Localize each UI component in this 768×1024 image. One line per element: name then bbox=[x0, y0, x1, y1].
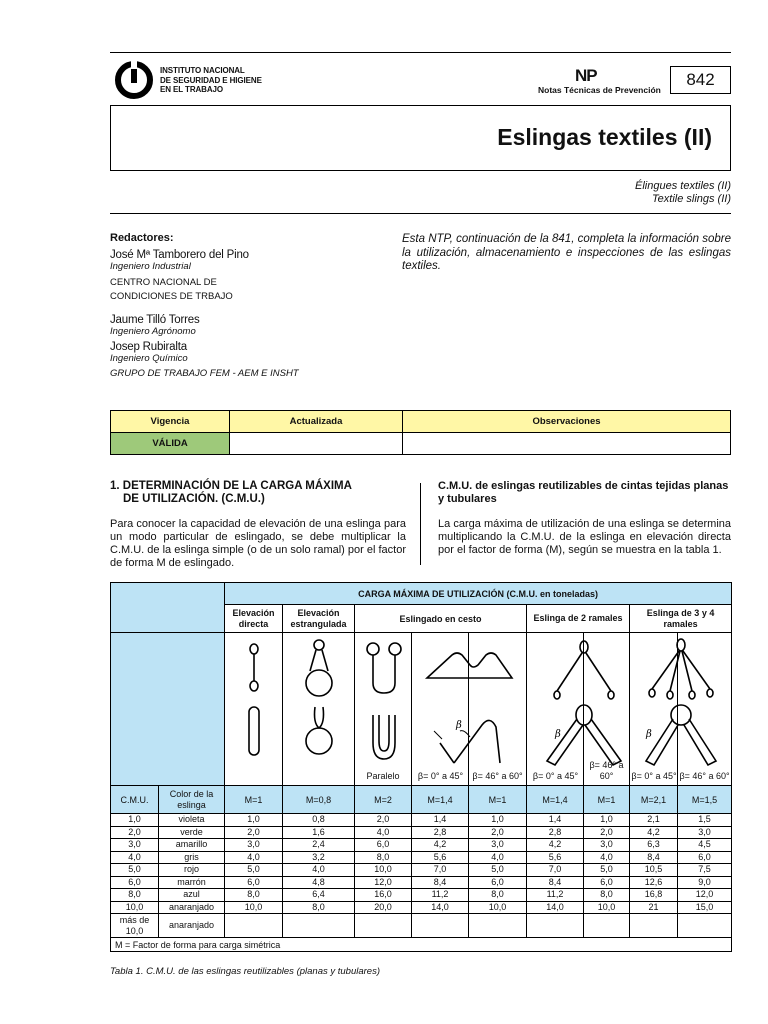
table-cell: 10,0 bbox=[225, 901, 283, 914]
table-cell: 2,1 bbox=[630, 814, 678, 827]
table-cell bbox=[469, 914, 527, 938]
author-name: Jaume Tilló Torres bbox=[110, 314, 200, 326]
table-cell: 9,0 bbox=[678, 876, 732, 889]
table-cell: 4,0 bbox=[469, 851, 527, 864]
table-cell: 8,0 bbox=[469, 889, 527, 902]
table-cell: 20,0 bbox=[355, 901, 412, 914]
table-cell: 3,0 bbox=[678, 826, 732, 839]
table-cell: 1,0 bbox=[225, 814, 283, 827]
table-row bbox=[111, 889, 732, 902]
abstract: Esta NTP, continuación de la 841, completa la información sobre la utilización, almacenamiento e inspecciones de las eslingas textiles. bbox=[402, 233, 732, 272]
institute-line: INSTITUTO NACIONAL bbox=[160, 66, 245, 75]
table-cell: 11,2 bbox=[412, 889, 469, 902]
table-caption: Tabla 1. C.M.U. de las eslingas reutilizables (planas y tubulares) bbox=[110, 966, 381, 977]
table-cell: 8,0 bbox=[584, 889, 630, 902]
table-cell: 6,0 bbox=[225, 876, 283, 889]
table-cell: 10,0 bbox=[584, 901, 630, 914]
status-value bbox=[403, 433, 731, 455]
table-row bbox=[111, 851, 732, 864]
table-cell: 2,8 bbox=[412, 826, 469, 839]
table-cell: 6,0 bbox=[584, 876, 630, 889]
ntp-logo: NP bbox=[575, 66, 597, 85]
org-line: CENTRO NACIONAL DE bbox=[110, 277, 217, 288]
status-header: Actualizada bbox=[230, 411, 403, 433]
group-header: Eslinga de 2 ramales bbox=[527, 605, 630, 633]
svg-text:β: β bbox=[555, 729, 561, 740]
table-cell: 4,8 bbox=[283, 876, 355, 889]
col-header: M=2,1 bbox=[630, 786, 678, 814]
pic-label: β= 46° a 60° bbox=[589, 760, 624, 781]
pic-label: β= 0° a 45° bbox=[631, 771, 677, 781]
table-cell: 1,0 bbox=[111, 814, 159, 827]
table-cell: 2,0 bbox=[225, 826, 283, 839]
status-table bbox=[110, 410, 731, 455]
col-header: M=1 bbox=[584, 786, 630, 814]
table-cell: verde bbox=[159, 826, 225, 839]
institute-line: DE SEGURIDAD E HIGIENE bbox=[160, 75, 262, 85]
table-cell: 10,0 bbox=[111, 901, 159, 914]
table-cell: 4,2 bbox=[527, 839, 584, 852]
pic-label: β= 0° a 45° bbox=[417, 771, 464, 781]
table-cell: 6,0 bbox=[469, 876, 527, 889]
table-footnote: M = Factor de forma para carga simétrica bbox=[111, 938, 732, 952]
table-cell: 5,0 bbox=[469, 864, 527, 877]
group-header: Eslingado en cesto bbox=[355, 605, 527, 633]
table-cell: 8,0 bbox=[283, 901, 355, 914]
author-name: José Mª Tamborero del Pino bbox=[110, 249, 249, 261]
org-line: CONDICIONES DE TRBAJO bbox=[110, 291, 233, 302]
pic-label: β= 46° a 60° bbox=[472, 771, 523, 781]
table-cell: 10,5 bbox=[630, 864, 678, 877]
table-cell bbox=[527, 914, 584, 938]
group-header: Elevación estrangulada bbox=[283, 605, 355, 633]
table-cell: 10,0 bbox=[355, 864, 412, 877]
sling-illustration bbox=[527, 633, 584, 786]
table-cell: azul bbox=[159, 889, 225, 902]
table-cell: 1,0 bbox=[469, 814, 527, 827]
col-header: M=1,5 bbox=[678, 786, 732, 814]
section-2-text: La carga máxima de utilización de una eslinga se determina multiplicando la C.M.U. de la eslinga en elevación directa por el factor de forma (M), según se muestra en la tabla 1. bbox=[438, 518, 731, 556]
table-cell: 0,8 bbox=[283, 814, 355, 827]
table-cell: 16,8 bbox=[630, 889, 678, 902]
direct-sling-icon bbox=[225, 633, 283, 786]
table-cell bbox=[283, 914, 355, 938]
table-cell: 2,8 bbox=[527, 826, 584, 839]
status-header: Observaciones bbox=[403, 411, 731, 433]
table-cell: 3,0 bbox=[225, 839, 283, 852]
table-cell: 1,0 bbox=[584, 814, 630, 827]
col-header: C.M.U. bbox=[111, 786, 159, 814]
table-cell: violeta bbox=[159, 814, 225, 827]
table-cell: 6,4 bbox=[283, 889, 355, 902]
table-cell: 12,0 bbox=[678, 889, 732, 902]
sling-illustration-cell bbox=[584, 633, 630, 786]
table-title: CARGA MÁXIMA DE UTILIZACIÓN (C.M.U. en toneladas) bbox=[225, 583, 732, 605]
table-cell: 2,0 bbox=[584, 826, 630, 839]
table-cell: 11,2 bbox=[527, 889, 584, 902]
table-cell: 3,0 bbox=[111, 839, 159, 852]
basket-parallel-icon bbox=[355, 633, 412, 786]
author-group: GRUPO DE TRABAJO FEM - AEM E INSHT bbox=[110, 368, 299, 379]
table-row bbox=[111, 814, 732, 827]
table-cell: 1,4 bbox=[527, 814, 584, 827]
table-cell: 3,2 bbox=[283, 851, 355, 864]
table-cell: marrón bbox=[159, 876, 225, 889]
table-cell: gris bbox=[159, 851, 225, 864]
pic-row-corner bbox=[111, 633, 225, 786]
table-cell: 4,0 bbox=[111, 851, 159, 864]
page-title: Eslingas textiles (II) bbox=[497, 124, 712, 150]
section-1-title bbox=[110, 480, 400, 506]
column-divider bbox=[420, 483, 421, 565]
table-row bbox=[111, 826, 732, 839]
table-cell: 8,0 bbox=[225, 889, 283, 902]
col-header: M=1,4 bbox=[412, 786, 469, 814]
ntp-number: 842 bbox=[670, 66, 731, 94]
alt-titles bbox=[635, 180, 731, 206]
institute-line: EN EL TRABAJO bbox=[160, 85, 224, 94]
sling-illustration-cell bbox=[469, 633, 527, 786]
table-cell: 2,4 bbox=[283, 839, 355, 852]
table-cell: 15,0 bbox=[678, 901, 732, 914]
sling-illustration bbox=[283, 633, 355, 786]
alt-title-fr: Élingues textiles (II) bbox=[635, 180, 731, 192]
svg-text:β: β bbox=[646, 729, 652, 740]
table-cell: amarillo bbox=[159, 839, 225, 852]
table-row bbox=[111, 839, 732, 852]
section-rule bbox=[110, 213, 731, 214]
col-header: M=2 bbox=[355, 786, 412, 814]
insht-logo-icon bbox=[114, 60, 154, 100]
status-value: VÁLIDA bbox=[111, 433, 230, 455]
cmu-table bbox=[110, 582, 732, 952]
table-cell: rojo bbox=[159, 864, 225, 877]
sling-illustration bbox=[630, 633, 678, 786]
status-header: Vigencia bbox=[111, 411, 230, 433]
sling-illustration bbox=[412, 633, 469, 786]
svg-text:β: β bbox=[456, 720, 462, 731]
status-value bbox=[230, 433, 403, 455]
col-header: M=1 bbox=[469, 786, 527, 814]
table-cell bbox=[225, 914, 283, 938]
table-cell: 12,0 bbox=[355, 876, 412, 889]
table-cell: 8,0 bbox=[355, 851, 412, 864]
table-cell: anaranjado bbox=[159, 914, 225, 938]
table-cell: 1,4 bbox=[412, 814, 469, 827]
table-cell: 6,0 bbox=[355, 839, 412, 852]
table-row bbox=[111, 876, 732, 889]
col-header: Color de la eslinga bbox=[159, 786, 225, 814]
sling-illustration-cell bbox=[678, 633, 732, 786]
table-cell bbox=[584, 914, 630, 938]
table-cell: 5,0 bbox=[111, 864, 159, 877]
sling-illustration bbox=[355, 633, 412, 786]
sling-illustration bbox=[225, 633, 283, 786]
table-cell: 4,0 bbox=[584, 851, 630, 864]
pic-label: β= 46° a 60° bbox=[679, 771, 730, 781]
table-cell: 2,0 bbox=[355, 814, 412, 827]
table-cell: 4,0 bbox=[283, 864, 355, 877]
table-cell: 8,4 bbox=[412, 876, 469, 889]
author-name: Josep Rubiralta bbox=[110, 341, 187, 353]
table-cell: 4,2 bbox=[412, 839, 469, 852]
table-cell bbox=[678, 914, 732, 938]
table-cell bbox=[355, 914, 412, 938]
table-cell bbox=[630, 914, 678, 938]
table-row bbox=[111, 901, 732, 914]
table-cell: 14,0 bbox=[412, 901, 469, 914]
authors-heading: Redactores: bbox=[110, 232, 174, 244]
table-cell: 4,0 bbox=[225, 851, 283, 864]
cmu-table-body bbox=[111, 814, 732, 938]
authors-block bbox=[110, 232, 380, 379]
table-cell: 6,0 bbox=[111, 876, 159, 889]
table-cell: 5,6 bbox=[412, 851, 469, 864]
table-corner bbox=[111, 583, 225, 633]
author-role: Ingeniero Químico bbox=[110, 353, 188, 364]
table-cell: 4,5 bbox=[678, 839, 732, 852]
table-cell: 5,0 bbox=[584, 864, 630, 877]
alt-title-en: Textile slings (II) bbox=[651, 193, 731, 205]
group-header: Elevación directa bbox=[225, 605, 283, 633]
table-cell: más de 10,0 bbox=[111, 914, 159, 938]
table-cell: 14,0 bbox=[527, 901, 584, 914]
author-role: Ingeniero Agrónomo bbox=[110, 326, 196, 337]
table-cell: 4,0 bbox=[355, 826, 412, 839]
table-cell: 5,6 bbox=[527, 851, 584, 864]
table-cell: 21 bbox=[630, 901, 678, 914]
table-cell: 3,0 bbox=[584, 839, 630, 852]
col-header: M=1 bbox=[225, 786, 283, 814]
table-cell: 6,0 bbox=[678, 851, 732, 864]
table-cell: 2,0 bbox=[111, 826, 159, 839]
top-rule bbox=[110, 52, 731, 53]
pic-label: Paralelo bbox=[366, 771, 400, 781]
table-cell: 16,0 bbox=[355, 889, 412, 902]
ntp-subtitle: Notas Técnicas de Prevención bbox=[538, 85, 661, 95]
table-cell: 10,0 bbox=[469, 901, 527, 914]
section-1-text: Para conocer la capacidad de elevación de una eslinga para un modo particular de eslingado, se debe multiplicar la C.M.U. de la eslinga simple (o de un solo ramal) por el factor de forma M de eslingado. bbox=[110, 518, 406, 569]
table-cell: 2,0 bbox=[469, 826, 527, 839]
group-header: Eslinga de 3 y 4 ramales bbox=[630, 605, 732, 633]
table-row bbox=[111, 864, 732, 877]
table-cell: 1,5 bbox=[678, 814, 732, 827]
section-2-title: C.M.U. de eslingas reutilizables de cintas tejidas planas y tubulares bbox=[438, 480, 729, 505]
section-title-line: 1. DETERMINACIÓN DE LA CARGA MÁXIMA bbox=[110, 480, 352, 492]
table-cell: 6,3 bbox=[630, 839, 678, 852]
author-org bbox=[110, 276, 380, 304]
table-row bbox=[111, 914, 732, 938]
choked-sling-icon bbox=[283, 633, 355, 786]
institute-name bbox=[160, 66, 262, 95]
section-title-line: DE UTILIZACIÓN. (C.M.U.) bbox=[123, 493, 265, 505]
table-cell: 7,5 bbox=[678, 864, 732, 877]
table-cell: 4,2 bbox=[630, 826, 678, 839]
table-cell: 8,4 bbox=[630, 851, 678, 864]
title-box bbox=[110, 105, 731, 171]
table-cell: 3,0 bbox=[469, 839, 527, 852]
col-header: M=1,4 bbox=[527, 786, 584, 814]
table-cell: 8,4 bbox=[527, 876, 584, 889]
table-cell: 5,0 bbox=[225, 864, 283, 877]
author-role: Ingeniero Industrial bbox=[110, 261, 191, 272]
table-cell: 7,0 bbox=[412, 864, 469, 877]
table-cell: 8,0 bbox=[111, 889, 159, 902]
pic-label: β= 0° a 45° bbox=[532, 771, 579, 781]
col-header: M=0,8 bbox=[283, 786, 355, 814]
table-cell: anaranjado bbox=[159, 901, 225, 914]
table-cell: 1,6 bbox=[283, 826, 355, 839]
table-cell bbox=[412, 914, 469, 938]
table-cell: 7,0 bbox=[527, 864, 584, 877]
table-cell: 12,6 bbox=[630, 876, 678, 889]
